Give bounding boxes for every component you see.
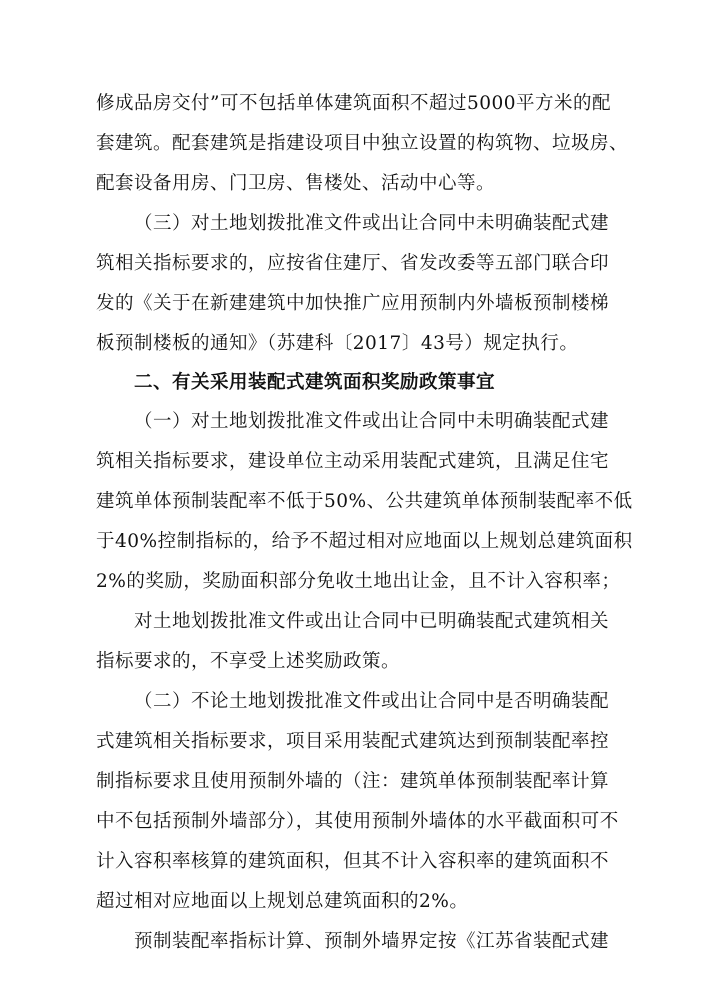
text-line: 发的《关于在新建建筑中加快推广应用预制内外墙板预制楼梯 [96, 293, 610, 314]
paragraph-first-line: 预制装配率指标计算、预制外墙界定按《江苏省装配式建 [134, 931, 610, 952]
text-line: 于40%控制指标的，给予不超过相对应地面以上规划总建筑面积 [96, 531, 633, 552]
paragraph-first-line: 对土地划拨批准文件或出让合同中已明确装配式建筑相关 [134, 611, 610, 632]
text-line: 套建筑。配套建筑是指建设项目中独立设置的构筑物、垃圾房、 [96, 133, 629, 154]
section-heading: 二、有关采用装配式建筑面积奖励政策事宜 [134, 372, 496, 393]
text-line: 板预制楼板的通知》（苏建科〔2017〕43号）规定执行。 [96, 333, 579, 354]
text-line: 筑相关指标要求，建设单位主动采用装配式建筑，且满足住宅 [96, 451, 610, 472]
text-line: 筑相关指标要求的，应按省住建厅、省发改委等五部门联合印 [96, 253, 610, 274]
text-line: 制指标要求且使用预制外墙的（注：建筑单体预制装配率计算 [96, 771, 610, 792]
text-line: 修成品房交付”可不包括单体建筑面积不超过5000平方米的配 [96, 93, 612, 114]
paragraph-first-line: （三）对土地划拨批准文件或出让合同中未明确装配式建 [134, 213, 610, 234]
text-line: 指标要求的，不享受上述奖励政策。 [96, 651, 401, 672]
text-line: 式建筑相关指标要求，项目采用装配式建筑达到预制装配率控 [96, 731, 610, 752]
text-line: 中不包括预制外墙部分），其使用预制外墙体的水平截面积可不 [96, 811, 619, 832]
text-line: 超过相对应地面以上规划总建筑面积的2%。 [96, 891, 469, 912]
paragraph-first-line: （二）不论土地划拨批准文件或出让合同中是否明确装配 [134, 691, 610, 712]
text-line: 配套设备用房、门卫房、售楼处、活动中心等。 [96, 173, 496, 194]
text-line: 计入容积率核算的建筑面积，但其不计入容积率的建筑面积不 [96, 851, 610, 872]
paragraph-first-line: （一）对土地划拨批准文件或出让合同中未明确装配式建 [134, 411, 610, 432]
text-line: 2%的奖励，奖励面积部分免收土地出让金，且不计入容积率； [96, 571, 621, 592]
text-line: 建筑单体预制装配率不低于50%、公共建筑单体预制装配率不低 [96, 491, 633, 512]
